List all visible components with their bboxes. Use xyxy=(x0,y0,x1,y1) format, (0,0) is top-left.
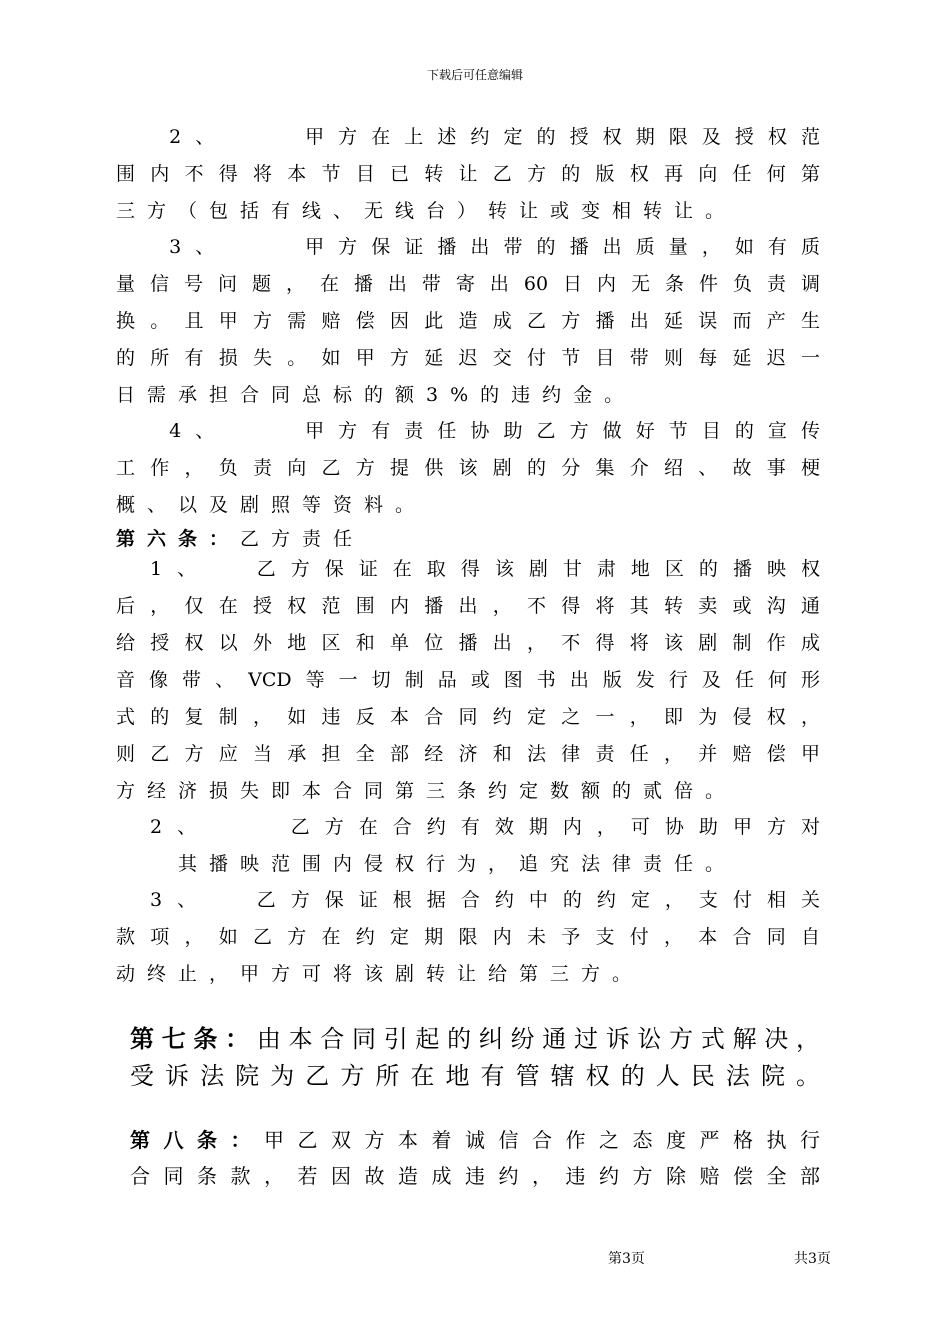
paragraph-line: 动终止，甲方可将该剧转让给第三方。 xyxy=(116,963,644,985)
article-8-text: 甲乙双方本着诚信合作之态度严格执行 xyxy=(264,1128,820,1152)
paragraph-line: 1、 乙方保证在取得该剧甘肃地区的播映权 xyxy=(116,558,820,580)
article-8-line: 合同条款，若因故造成违约，违约方除赔偿全部 xyxy=(130,1164,820,1188)
article-7-text: 由本合同引起的纠纷通过诉讼方式解决， xyxy=(256,1025,821,1053)
paragraph-line: 的所有损失。如甲方延迟交付节目带则每延迟一 xyxy=(116,347,820,369)
paragraph-line: 换。且甲方需赔偿因此造成乙方播出延误而产生 xyxy=(116,310,820,332)
article-8-line xyxy=(130,1127,820,1153)
paragraph-line: 概、以及剧照等资料。 xyxy=(116,494,427,516)
paragraph-line: 其播映范围内侵权行为，追究法律责任。 xyxy=(116,853,737,875)
paragraph-line: 三方（包括有线、无线台）转让或变相转让。 xyxy=(116,200,737,222)
paragraph-line: 音像带、VCD等一切制品或图书出版发行及任何形 xyxy=(116,669,820,691)
paragraph-line: 款项，如乙方在约定期限内未予支付，本合同自 xyxy=(116,926,820,948)
paragraph-line: 3、 乙方保证根据合约中的约定，支付相关 xyxy=(116,889,820,911)
paragraph-line: 工作，负责向乙方提供该剧的分集介绍、故事梗 xyxy=(116,457,820,479)
paragraph-line: 后，仅在授权范围内播出，不得将其转卖或沟通 xyxy=(116,595,820,617)
paragraph-line: 围内不得将本节目已转让乙方的版权再向任何第 xyxy=(116,163,820,185)
footer-total-pages: 共3页 xyxy=(794,1251,831,1267)
paragraph-line: 2、 乙方在合约有效期内，可协助甲方对 xyxy=(116,816,820,838)
paragraph-line: 量信号问题，在播出带寄出60日内无条件负责调 xyxy=(116,273,820,295)
paragraph-line: 日需承担合同总标的额3%的违约金。 xyxy=(116,384,636,406)
article-6-title: 乙方责任 xyxy=(240,528,365,550)
paragraph-line: 方经济损失即本合同第三条约定数额的贰倍。 xyxy=(116,780,737,802)
article-8-label: 第八条： xyxy=(130,1128,264,1152)
article-6-label: 第六条： xyxy=(116,528,241,550)
paragraph-line: 则乙方应当承担全部经济和法律责任，并赔偿甲 xyxy=(116,743,820,765)
page-header: 下载后可任意编辑 xyxy=(426,68,523,82)
article-7-line: 受诉法院为乙方所在地有管辖权的人民法院。 xyxy=(130,1062,820,1090)
paragraph-line: 4、 甲方有责任协助乙方做好节目的宣传 xyxy=(116,420,820,442)
article-6-heading xyxy=(116,527,820,551)
paragraph-line: 2、 甲方在上述约定的授权期限及授权范 xyxy=(116,126,820,148)
article-7-line xyxy=(130,1024,820,1054)
article-7-label: 第七条： xyxy=(130,1024,257,1053)
paragraph-line: 3、 甲方保证播出带的播出质量，如有质 xyxy=(116,236,820,258)
paragraph-line: 给授权以外地区和单位播出，不得将该剧制作成 xyxy=(116,632,820,654)
paragraph-line: 式的复制，如违反本合同约定之一，即为侵权， xyxy=(116,706,820,728)
footer-page-number: 第3页 xyxy=(608,1251,645,1267)
